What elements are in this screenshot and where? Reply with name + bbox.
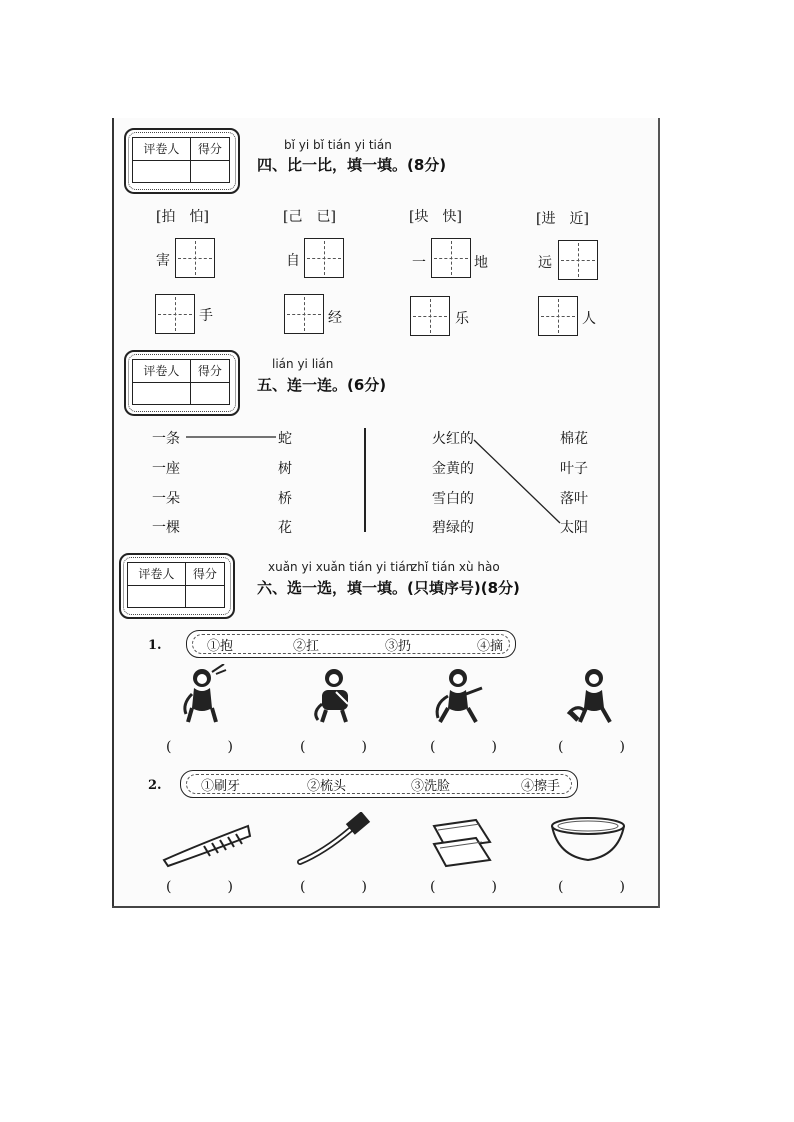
toothbrush-icon bbox=[294, 812, 376, 868]
monkey-shouldering-icon bbox=[310, 664, 358, 726]
section6-title: 六、选一选，填一填。(只填序号)(8分) bbox=[257, 579, 520, 597]
adjective-word: 火红的 bbox=[432, 431, 474, 447]
answer-blank[interactable]: ( ) bbox=[300, 739, 367, 755]
option-label: ③洗脸 bbox=[411, 779, 451, 794]
noun-word: 桥 bbox=[278, 491, 292, 507]
word-char: 手 bbox=[199, 308, 213, 324]
options-bar-1 bbox=[186, 630, 516, 658]
option-label: ②扛 bbox=[293, 639, 320, 654]
char-pair-label: [块 快] bbox=[409, 209, 462, 225]
answer-blank[interactable]: ( ) bbox=[430, 879, 497, 895]
measure-word: 一朵 bbox=[152, 491, 180, 507]
question-number: 2. bbox=[148, 778, 162, 793]
answer-blank[interactable]: ( ) bbox=[558, 739, 625, 755]
answer-blank[interactable]: ( ) bbox=[558, 879, 625, 895]
char-pair-label: [己 已] bbox=[283, 209, 336, 225]
answer-blank[interactable]: ( ) bbox=[166, 739, 233, 755]
word-char: 一 bbox=[412, 255, 426, 271]
towel-icon bbox=[428, 816, 498, 868]
score-cell[interactable] bbox=[185, 585, 224, 608]
measure-word: 一座 bbox=[152, 461, 180, 477]
option-label: ④擦手 bbox=[521, 779, 561, 794]
noun-word: 太阳 bbox=[560, 520, 588, 536]
adjective-word: 金黄的 bbox=[432, 461, 474, 477]
section4-title: 四、比一比，填一填。(8分) bbox=[257, 156, 447, 174]
comb-icon bbox=[160, 818, 254, 868]
noun-word: 落叶 bbox=[560, 491, 588, 507]
reviewer-label: 评卷人 bbox=[133, 360, 191, 383]
reviewer-label: 评卷人 bbox=[128, 563, 186, 586]
score-label: 得分 bbox=[190, 360, 229, 383]
word-char: 人 bbox=[582, 311, 596, 327]
section6-pinyin-b: zhǐ tián xù hào bbox=[411, 560, 500, 574]
monkey-throwing-icon bbox=[432, 664, 490, 726]
reviewer-cell[interactable] bbox=[128, 585, 186, 608]
word-char: 远 bbox=[538, 255, 552, 271]
char-pair-label: [进 近] bbox=[536, 211, 589, 227]
measure-word: 一条 bbox=[152, 431, 180, 447]
answer-blank[interactable]: ( ) bbox=[300, 879, 367, 895]
option-label: ②梳头 bbox=[307, 779, 347, 794]
noun-word: 树 bbox=[278, 461, 292, 477]
score-label: 得分 bbox=[185, 563, 224, 586]
score-label: 得分 bbox=[190, 138, 229, 161]
noun-word: 叶子 bbox=[560, 461, 588, 477]
question-number: 1. bbox=[148, 638, 162, 653]
option-label: ①抱 bbox=[207, 639, 234, 654]
answer-blank[interactable]: ( ) bbox=[166, 879, 233, 895]
option-label: ③扔 bbox=[385, 639, 412, 654]
reviewer-label: 评卷人 bbox=[133, 138, 191, 161]
adjective-word: 碧绿的 bbox=[432, 520, 474, 536]
monkey-picking-icon bbox=[566, 664, 618, 726]
noun-word: 棉花 bbox=[560, 431, 588, 447]
word-char: 地 bbox=[474, 255, 488, 271]
noun-word: 花 bbox=[278, 520, 292, 536]
word-char: 害 bbox=[156, 253, 170, 269]
option-label: ④摘 bbox=[477, 639, 504, 654]
section5-title: 五、连一连。(6分) bbox=[257, 376, 387, 394]
noun-word: 蛇 bbox=[278, 431, 292, 447]
answer-blank[interactable]: ( ) bbox=[430, 739, 497, 755]
word-char: 经 bbox=[328, 310, 342, 326]
washbasin-icon bbox=[548, 816, 628, 866]
section4-pinyin: bǐ yi bǐ tián yi tián bbox=[284, 138, 392, 152]
score-box-6 bbox=[119, 553, 235, 619]
adjective-word: 雪白的 bbox=[432, 491, 474, 507]
word-char: 乐 bbox=[455, 311, 469, 327]
options-bar-2 bbox=[180, 770, 578, 798]
section5-pinyin: lián yi lián bbox=[272, 357, 334, 371]
monkey-carrying-icon bbox=[178, 664, 228, 726]
measure-word: 一棵 bbox=[152, 520, 180, 536]
char-pair-label: [拍 怕] bbox=[156, 209, 209, 225]
option-label: ①刷牙 bbox=[201, 779, 241, 794]
score-table bbox=[127, 562, 225, 608]
word-char: 自 bbox=[286, 253, 300, 269]
example-connection-line bbox=[474, 440, 560, 523]
section6-pinyin-a: xuǎn yi xuǎn tián yi tián bbox=[268, 560, 414, 574]
